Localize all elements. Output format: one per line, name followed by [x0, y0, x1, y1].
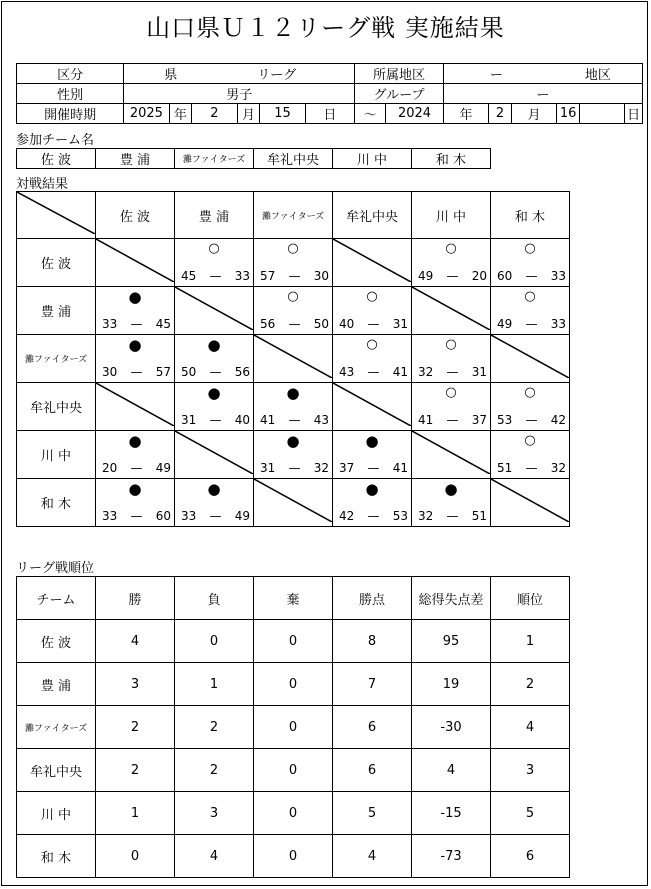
matrix-row-header: 和 木 — [17, 479, 96, 527]
matrix-row — [17, 383, 570, 431]
kaisai-label: 開催時期 — [17, 104, 124, 124]
standings-value: -73 — [412, 835, 491, 878]
score-opp: 51 — [471, 509, 487, 523]
standings-value: 8 — [333, 620, 412, 663]
score-own: 45 — [181, 269, 197, 283]
score — [175, 509, 253, 523]
standings-row — [17, 620, 570, 663]
start-nichi: 日 — [305, 104, 355, 124]
score — [333, 317, 411, 331]
score — [254, 269, 332, 283]
standings-value: 2 — [491, 663, 570, 706]
score-opp: 45 — [155, 317, 171, 331]
standings-value: 4 — [175, 835, 254, 878]
team-cell: 牟礼中央 — [254, 149, 333, 169]
period-tilde: ～ — [355, 104, 386, 124]
ken-text: 県 — [164, 68, 178, 83]
score — [412, 365, 490, 379]
score-opp: 56 — [234, 365, 250, 379]
score-opp: 40 — [234, 413, 250, 427]
loss-mark: ● — [128, 288, 142, 306]
score-opp: 32 — [313, 461, 329, 475]
matrix-cell-result — [412, 335, 491, 383]
score-dash: — — [446, 509, 459, 523]
loss-mark: ● — [207, 384, 221, 402]
league-text: リーグ — [257, 68, 297, 83]
diagonal-slash — [333, 239, 411, 282]
standings-header: 負 — [175, 577, 254, 620]
standings-value: 6 — [491, 835, 570, 878]
score-own: 56 — [260, 317, 276, 331]
matrix-cell-result — [491, 287, 570, 335]
standings-value: 3 — [491, 749, 570, 792]
kubun-label: 区分 — [17, 64, 124, 84]
standings-value: 0 — [254, 749, 333, 792]
matrix-cell-result — [175, 383, 254, 431]
standings-value: 4 — [333, 835, 412, 878]
matrix-cell-result — [491, 431, 570, 479]
score-own: 37 — [339, 461, 355, 475]
matrix-cell-result — [412, 383, 491, 431]
score-dash: — — [130, 365, 143, 379]
score-opp: 30 — [313, 269, 329, 283]
win-mark: ○ — [524, 241, 536, 256]
standings-value: 4 — [96, 620, 175, 663]
matrix-cell-result — [333, 287, 412, 335]
score-dash: — — [288, 269, 301, 283]
loss-mark: ● — [128, 432, 142, 450]
end-nichi: 日 — [625, 104, 643, 124]
score-opp: 37 — [471, 413, 487, 427]
standings-value: 5 — [491, 792, 570, 835]
score-opp: 33 — [550, 269, 566, 283]
score-dash: — — [525, 413, 538, 427]
standings-row — [17, 792, 570, 835]
matrix-cell-result — [333, 479, 412, 527]
end-nen: 年 — [443, 104, 488, 124]
loss-mark: ● — [286, 384, 300, 402]
win-mark: ○ — [208, 241, 220, 256]
score-own: 32 — [418, 509, 434, 523]
end-tsuki: 月 — [511, 104, 556, 124]
loss-mark: ● — [365, 432, 379, 450]
loss-mark: ● — [444, 480, 458, 498]
standings-value: 0 — [254, 835, 333, 878]
score-opp: 32 — [550, 461, 566, 475]
win-mark: ○ — [524, 289, 536, 304]
standings-value: 5 — [333, 792, 412, 835]
win-mark: ○ — [445, 241, 457, 256]
score — [412, 413, 490, 427]
score — [412, 509, 490, 523]
start-day: 15 — [260, 104, 305, 124]
diagonal-slash — [17, 192, 95, 234]
standings-value: 6 — [333, 706, 412, 749]
start-nen: 年 — [169, 104, 192, 124]
score-dash: — — [367, 365, 380, 379]
standings-value: -30 — [412, 706, 491, 749]
score-opp: 50 — [313, 317, 329, 331]
loss-mark: ● — [128, 336, 142, 354]
info-table — [16, 63, 643, 124]
diagonal-slash — [175, 287, 253, 330]
score-dash: — — [446, 413, 459, 427]
matrix-row — [17, 431, 570, 479]
score-opp: 31 — [471, 365, 487, 379]
score-dash: — — [130, 509, 143, 523]
score-dash: — — [367, 317, 380, 331]
score-opp: 31 — [392, 317, 408, 331]
matrix-cell-empty — [96, 239, 175, 287]
matrix-cell-empty — [333, 383, 412, 431]
score-dash: — — [367, 461, 380, 475]
standings-value: 2 — [96, 706, 175, 749]
end-day-spacer — [579, 104, 624, 124]
group-value: ー — [443, 84, 642, 104]
win-mark: ○ — [287, 289, 299, 304]
standings-team: 灘ファイターズ — [17, 706, 96, 749]
standings-value: 1 — [96, 792, 175, 835]
score-dash: — — [525, 461, 538, 475]
seibetsu-value: 男子 — [124, 84, 355, 104]
teams-table — [16, 148, 491, 169]
matrix-cell-result — [333, 335, 412, 383]
score-own: 40 — [339, 317, 355, 331]
matrix-cell-result — [333, 431, 412, 479]
score — [96, 509, 174, 523]
matrix-cell-empty — [333, 239, 412, 287]
diagonal-slash — [96, 239, 174, 282]
score — [491, 269, 569, 283]
standings-value: 19 — [412, 663, 491, 706]
standings-header: 総得失点差 — [412, 577, 491, 620]
diagonal-slash — [96, 383, 174, 426]
standings-value: 4 — [491, 706, 570, 749]
loss-mark: ● — [365, 480, 379, 498]
standings-value: 2 — [175, 706, 254, 749]
score-dash: — — [367, 509, 380, 523]
standings-header: 勝 — [96, 577, 175, 620]
matrix-cell-empty — [175, 431, 254, 479]
standings-row — [17, 835, 570, 878]
team-cell: 川 中 — [333, 149, 412, 169]
score — [491, 461, 569, 475]
matrix-col-header: 和 木 — [491, 192, 570, 239]
score-opp: 41 — [392, 461, 408, 475]
page-title: 山口県Ｕ１２リーグ戦 実施結果 — [146, 14, 505, 42]
matrix-cell-result — [491, 383, 570, 431]
score-own: 53 — [497, 413, 513, 427]
score-own: 33 — [102, 509, 118, 523]
matrix-cell-result — [412, 239, 491, 287]
score — [96, 365, 174, 379]
end-year: 2024 — [386, 104, 444, 124]
shozoku-value — [443, 64, 642, 84]
standings-row — [17, 706, 570, 749]
matrix-cell-empty — [96, 383, 175, 431]
score-opp: 33 — [234, 269, 250, 283]
matrix-cell-empty — [412, 431, 491, 479]
standings-team: 川 中 — [17, 792, 96, 835]
matrix-row-header: 佐 波 — [17, 239, 96, 287]
score-own: 49 — [497, 317, 513, 331]
standings-value: -15 — [412, 792, 491, 835]
matrix-col-header: 川 中 — [412, 192, 491, 239]
standings-table — [16, 576, 570, 878]
start-month: 2 — [192, 104, 237, 124]
shozoku-dash: ー — [489, 68, 503, 83]
win-mark: ○ — [287, 241, 299, 256]
score-opp: 49 — [234, 509, 250, 523]
standings-value: 4 — [412, 749, 491, 792]
standings-team: 佐 波 — [17, 620, 96, 663]
standings-team: 牟礼中央 — [17, 749, 96, 792]
matrix-col-header: 豊 浦 — [175, 192, 254, 239]
standings-team: 豊 浦 — [17, 663, 96, 706]
team-cell: 灘ファイターズ — [175, 149, 254, 169]
standings-value: 0 — [175, 620, 254, 663]
score-own: 31 — [181, 413, 197, 427]
score-dash: — — [130, 461, 143, 475]
matrix-cell-empty — [412, 287, 491, 335]
standings-value: 0 — [254, 620, 333, 663]
score — [333, 509, 411, 523]
group-label: グループ — [355, 84, 444, 104]
kubun-value — [124, 64, 355, 84]
loss-mark: ● — [128, 480, 142, 498]
diagonal-slash — [491, 479, 569, 522]
win-mark: ○ — [524, 385, 536, 400]
score-dash: — — [288, 461, 301, 475]
diagonal-slash — [175, 431, 253, 474]
matrix-row-header: 豊 浦 — [17, 287, 96, 335]
matrix-cell-empty — [491, 479, 570, 527]
standings-value: 6 — [333, 749, 412, 792]
matrix-cell-result — [254, 383, 333, 431]
seibetsu-label: 性別 — [17, 84, 124, 104]
standings-value: 2 — [96, 749, 175, 792]
score-own: 41 — [418, 413, 434, 427]
standings-value: 7 — [333, 663, 412, 706]
matrix-row — [17, 479, 570, 527]
standings-header: 棄 — [254, 577, 333, 620]
score-own: 51 — [497, 461, 513, 475]
standings-value: 1 — [491, 620, 570, 663]
matrix-row-header: 川 中 — [17, 431, 96, 479]
win-mark: ○ — [445, 337, 457, 352]
standings-value: 3 — [175, 792, 254, 835]
score-own: 32 — [418, 365, 434, 379]
matrix-cell-empty — [254, 479, 333, 527]
loss-mark: ● — [207, 480, 221, 498]
score-opp: 43 — [313, 413, 329, 427]
matrix-cell-result — [491, 239, 570, 287]
matrix-cell-result — [254, 431, 333, 479]
score-own: 33 — [102, 317, 118, 331]
score-dash: — — [209, 269, 222, 283]
score — [96, 317, 174, 331]
start-tsuki: 月 — [237, 104, 260, 124]
score-own: 57 — [260, 269, 276, 283]
matrix-cell-result — [175, 335, 254, 383]
score — [333, 461, 411, 475]
matrix-col-header: 佐 波 — [96, 192, 175, 239]
score-own: 30 — [102, 365, 118, 379]
score-dash: — — [209, 365, 222, 379]
score-opp: 41 — [392, 365, 408, 379]
standings-value: 0 — [96, 835, 175, 878]
matrix-cell-result — [254, 239, 333, 287]
diagonal-slash — [491, 335, 569, 378]
score-dash: — — [288, 413, 301, 427]
start-year: 2025 — [124, 104, 169, 124]
chiku-text: 地区 — [584, 68, 611, 83]
score-opp: 42 — [550, 413, 566, 427]
shozoku-label: 所属地区 — [355, 64, 444, 84]
matrix-corner — [17, 192, 96, 239]
standings-value: 3 — [96, 663, 175, 706]
matrix-cell-empty — [175, 287, 254, 335]
score-opp: 57 — [155, 365, 171, 379]
win-mark: ○ — [445, 385, 457, 400]
score-opp: 60 — [155, 509, 171, 523]
standings-value: 2 — [175, 749, 254, 792]
matrix-cell-result — [96, 479, 175, 527]
diagonal-slash — [254, 335, 332, 378]
standings-value: 95 — [412, 620, 491, 663]
matrix-cell-result — [96, 287, 175, 335]
score — [254, 317, 332, 331]
win-mark: ○ — [366, 289, 378, 304]
win-mark: ○ — [524, 433, 536, 448]
score-own: 41 — [260, 413, 276, 427]
loss-mark: ● — [207, 336, 221, 354]
standings-label: リーグ戦順位 — [16, 561, 95, 576]
score-dash: — — [288, 317, 301, 331]
diagonal-slash — [333, 383, 411, 426]
score-dash: — — [209, 413, 222, 427]
score-opp: 49 — [155, 461, 171, 475]
score-dash: — — [446, 269, 459, 283]
matrix-row — [17, 335, 570, 383]
standings-value: 1 — [175, 663, 254, 706]
score — [491, 317, 569, 331]
matrix-row — [17, 287, 570, 335]
matrix-col-header: 灘ファイターズ — [254, 192, 333, 239]
end-day: 16 — [557, 104, 580, 124]
matrix-cell-result — [175, 239, 254, 287]
score-own: 60 — [497, 269, 513, 283]
score-dash: — — [525, 269, 538, 283]
score — [254, 413, 332, 427]
standings-value: 0 — [254, 663, 333, 706]
score-own: 42 — [339, 509, 355, 523]
score — [175, 413, 253, 427]
standings-value: 0 — [254, 792, 333, 835]
matrix-cell-empty — [254, 335, 333, 383]
matrix-cell-empty — [491, 335, 570, 383]
matrix-cell-result — [96, 335, 175, 383]
standings-header: 勝点 — [333, 577, 412, 620]
score — [254, 461, 332, 475]
score-own: 33 — [181, 509, 197, 523]
win-mark: ○ — [366, 337, 378, 352]
end-month: 2 — [489, 104, 512, 124]
matrix-col-header: 牟礼中央 — [333, 192, 412, 239]
matrix-row-header: 灘ファイターズ — [17, 335, 96, 383]
results-label: 対戦結果 — [16, 177, 69, 192]
matrix-cell-result — [412, 479, 491, 527]
team-cell: 豊 浦 — [96, 149, 175, 169]
score-opp: 33 — [550, 317, 566, 331]
results-matrix — [16, 191, 570, 527]
score-own: 50 — [181, 365, 197, 379]
diagonal-slash — [412, 431, 490, 474]
score-dash: — — [209, 509, 222, 523]
score-own: 31 — [260, 461, 276, 475]
standings-team: 和 木 — [17, 835, 96, 878]
matrix-row — [17, 239, 570, 287]
team-cell: 和 木 — [412, 149, 491, 169]
score-own: 20 — [102, 461, 118, 475]
standings-header: 順位 — [491, 577, 570, 620]
matrix-cell-result — [254, 287, 333, 335]
standings-row — [17, 663, 570, 706]
score-own: 49 — [418, 269, 434, 283]
standings-row — [17, 749, 570, 792]
score — [491, 413, 569, 427]
team-cell: 佐 波 — [17, 149, 96, 169]
score — [96, 461, 174, 475]
score — [412, 269, 490, 283]
diagonal-slash — [412, 287, 490, 330]
score — [175, 365, 253, 379]
score-dash: — — [525, 317, 538, 331]
standings-value: 0 — [254, 706, 333, 749]
score-dash: — — [130, 317, 143, 331]
matrix-cell-result — [175, 479, 254, 527]
teams-label: 参加チーム名 — [16, 133, 95, 148]
score — [175, 269, 253, 283]
score-opp: 20 — [471, 269, 487, 283]
matrix-cell-result — [96, 431, 175, 479]
diagonal-slash — [254, 479, 332, 522]
score-opp: 53 — [392, 509, 408, 523]
loss-mark: ● — [286, 432, 300, 450]
matrix-row-header: 牟礼中央 — [17, 383, 96, 431]
score — [333, 365, 411, 379]
score-dash: — — [446, 365, 459, 379]
score-own: 43 — [339, 365, 355, 379]
standings-header: チーム — [17, 577, 96, 620]
